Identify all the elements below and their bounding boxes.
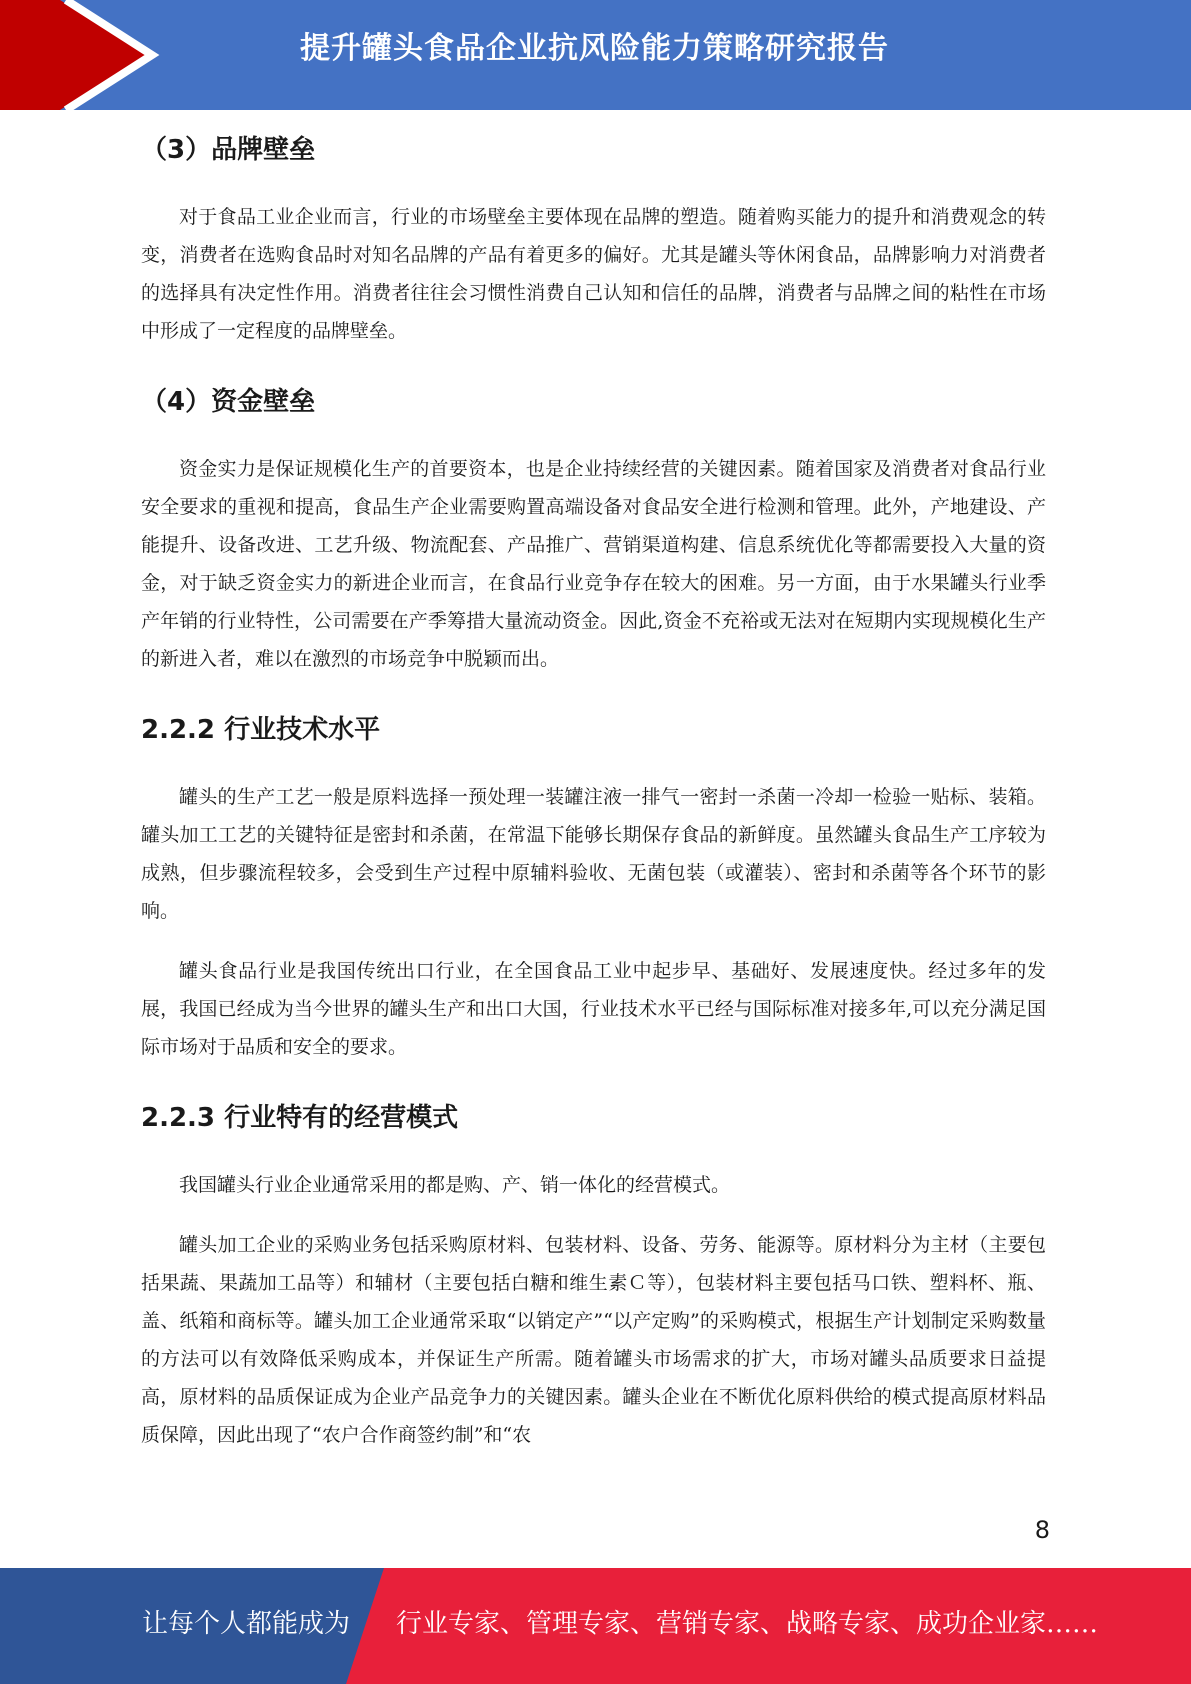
paragraph-tech-level-2: 罐头食品行业是我国传统出口行业，在全国食品工业中起步早、基础好、发展速度快。经过多年的发展，我国已经成为当今世界的罐头生产和出口大国，行业技术水平已经与国际标准对接多年,可以充分满足国际市场对于品质和安全的要求。 xyxy=(141,960,1046,1058)
paragraph-tech-level-1: 罐头的生产工艺一般是原料选择一预处理一装罐注液一排气一密封一杀菌一冷却一检验一贴标、装箱。罐头加工工艺的关键特征是密封和杀菌，在常温下能够长期保存食品的新鲜度。虽然罐头食品生产工序较为成熟，但步骤流程较多，会受到生产过程中原辅料验收、无菌包装（或灌装）、密封和杀菌等各个环节的影响。 xyxy=(141,786,1046,922)
heading-capital-barrier: （4）资金壁垒 xyxy=(141,387,316,417)
paragraph-capital-barrier: 资金实力是保证规模化生产的首要资本，也是企业持续经营的关键因素。随着国家及消费者对食品行业安全要求的重视和提高，食品生产企业需要购置高端设备对食品安全进行检测和管理。此外，产地建设、产能提升、设备改进、工艺升级、物流配套、产品推广、营销渠道构建、信息系统优化等都需要投入大量的资金，对于缺乏资金实力的新进企业而言，在食品行业竞争存在较大的困难。另一方面，由于水果罐头行业季产年销的行业特性，公司需要在产季筹措大量流动资金。因此,资金不充裕或无法对在短期内实现规模化生产的新进入者，难以在激烈的市场竞争中脱颖而出。 xyxy=(141,458,1046,670)
paragraph-brand-barrier: 对于食品工业企业而言，行业的市场壁垒主要体现在品牌的塑造。随着购买能力的提升和消费观念的转变，消费者在选购食品时对知名品牌的产品有着更多的偏好。尤其是罐头等休闲食品，品牌影响力对消费者的选择具有决定性作用。消费者往往会习惯性消费自己认知和信任的品牌，消费者与品牌之间的粘性在市场中形成了一定程度的品牌壁垒。 xyxy=(141,206,1046,342)
page-content xyxy=(141,120,1046,1454)
page-number: 8 xyxy=(1034,1516,1050,1544)
report-title: 提升罐头食品企业抗风险能力策略研究报告 xyxy=(300,31,889,66)
paragraph-business-model-2: 罐头加工企业的采购业务包括采购原材料、包装材料、设备、劳务、能源等。原材料分为主材（主要包括果蔬、果蔬加工品等）和辅材（主要包括白糖和维生素Ｃ等），包装材料主要包括马口铁、塑料杯、瓶、盖、纸箱和商标等。罐头加工企业通常采取“以销定产”“以产定购”的采购模式，根据生产计划制定采购数量的方法可以有效降低采购成本，并保证生产所需。随着罐头市场需求的扩大，市场对罐头品质要求日益提高，原材料的品质保证成为企业产品竞争力的关键因素。罐头企业在不断优化原料供给的模式提高原材料品质保障，因此出现了“农户合作商签约制”和“农 xyxy=(141,1234,1046,1446)
footer-slogan-left: 让每个人都能成为 xyxy=(142,1609,351,1639)
paragraph-business-model-1: 我国罐头行业企业通常采用的都是购、产、销一体化的经营模式。 xyxy=(179,1174,731,1196)
page-footer xyxy=(0,1568,1191,1684)
page-header xyxy=(0,0,1191,110)
heading-tech-level: 2.2.2 行业技术水平 xyxy=(141,715,381,745)
footer-slogan-right: 行业专家、管理专家、营销专家、战略专家、成功企业家…… xyxy=(396,1609,1099,1639)
heading-brand-barrier: （3）品牌壁垒 xyxy=(141,135,316,165)
heading-business-model: 2.2.3 行业特有的经营模式 xyxy=(141,1103,459,1133)
